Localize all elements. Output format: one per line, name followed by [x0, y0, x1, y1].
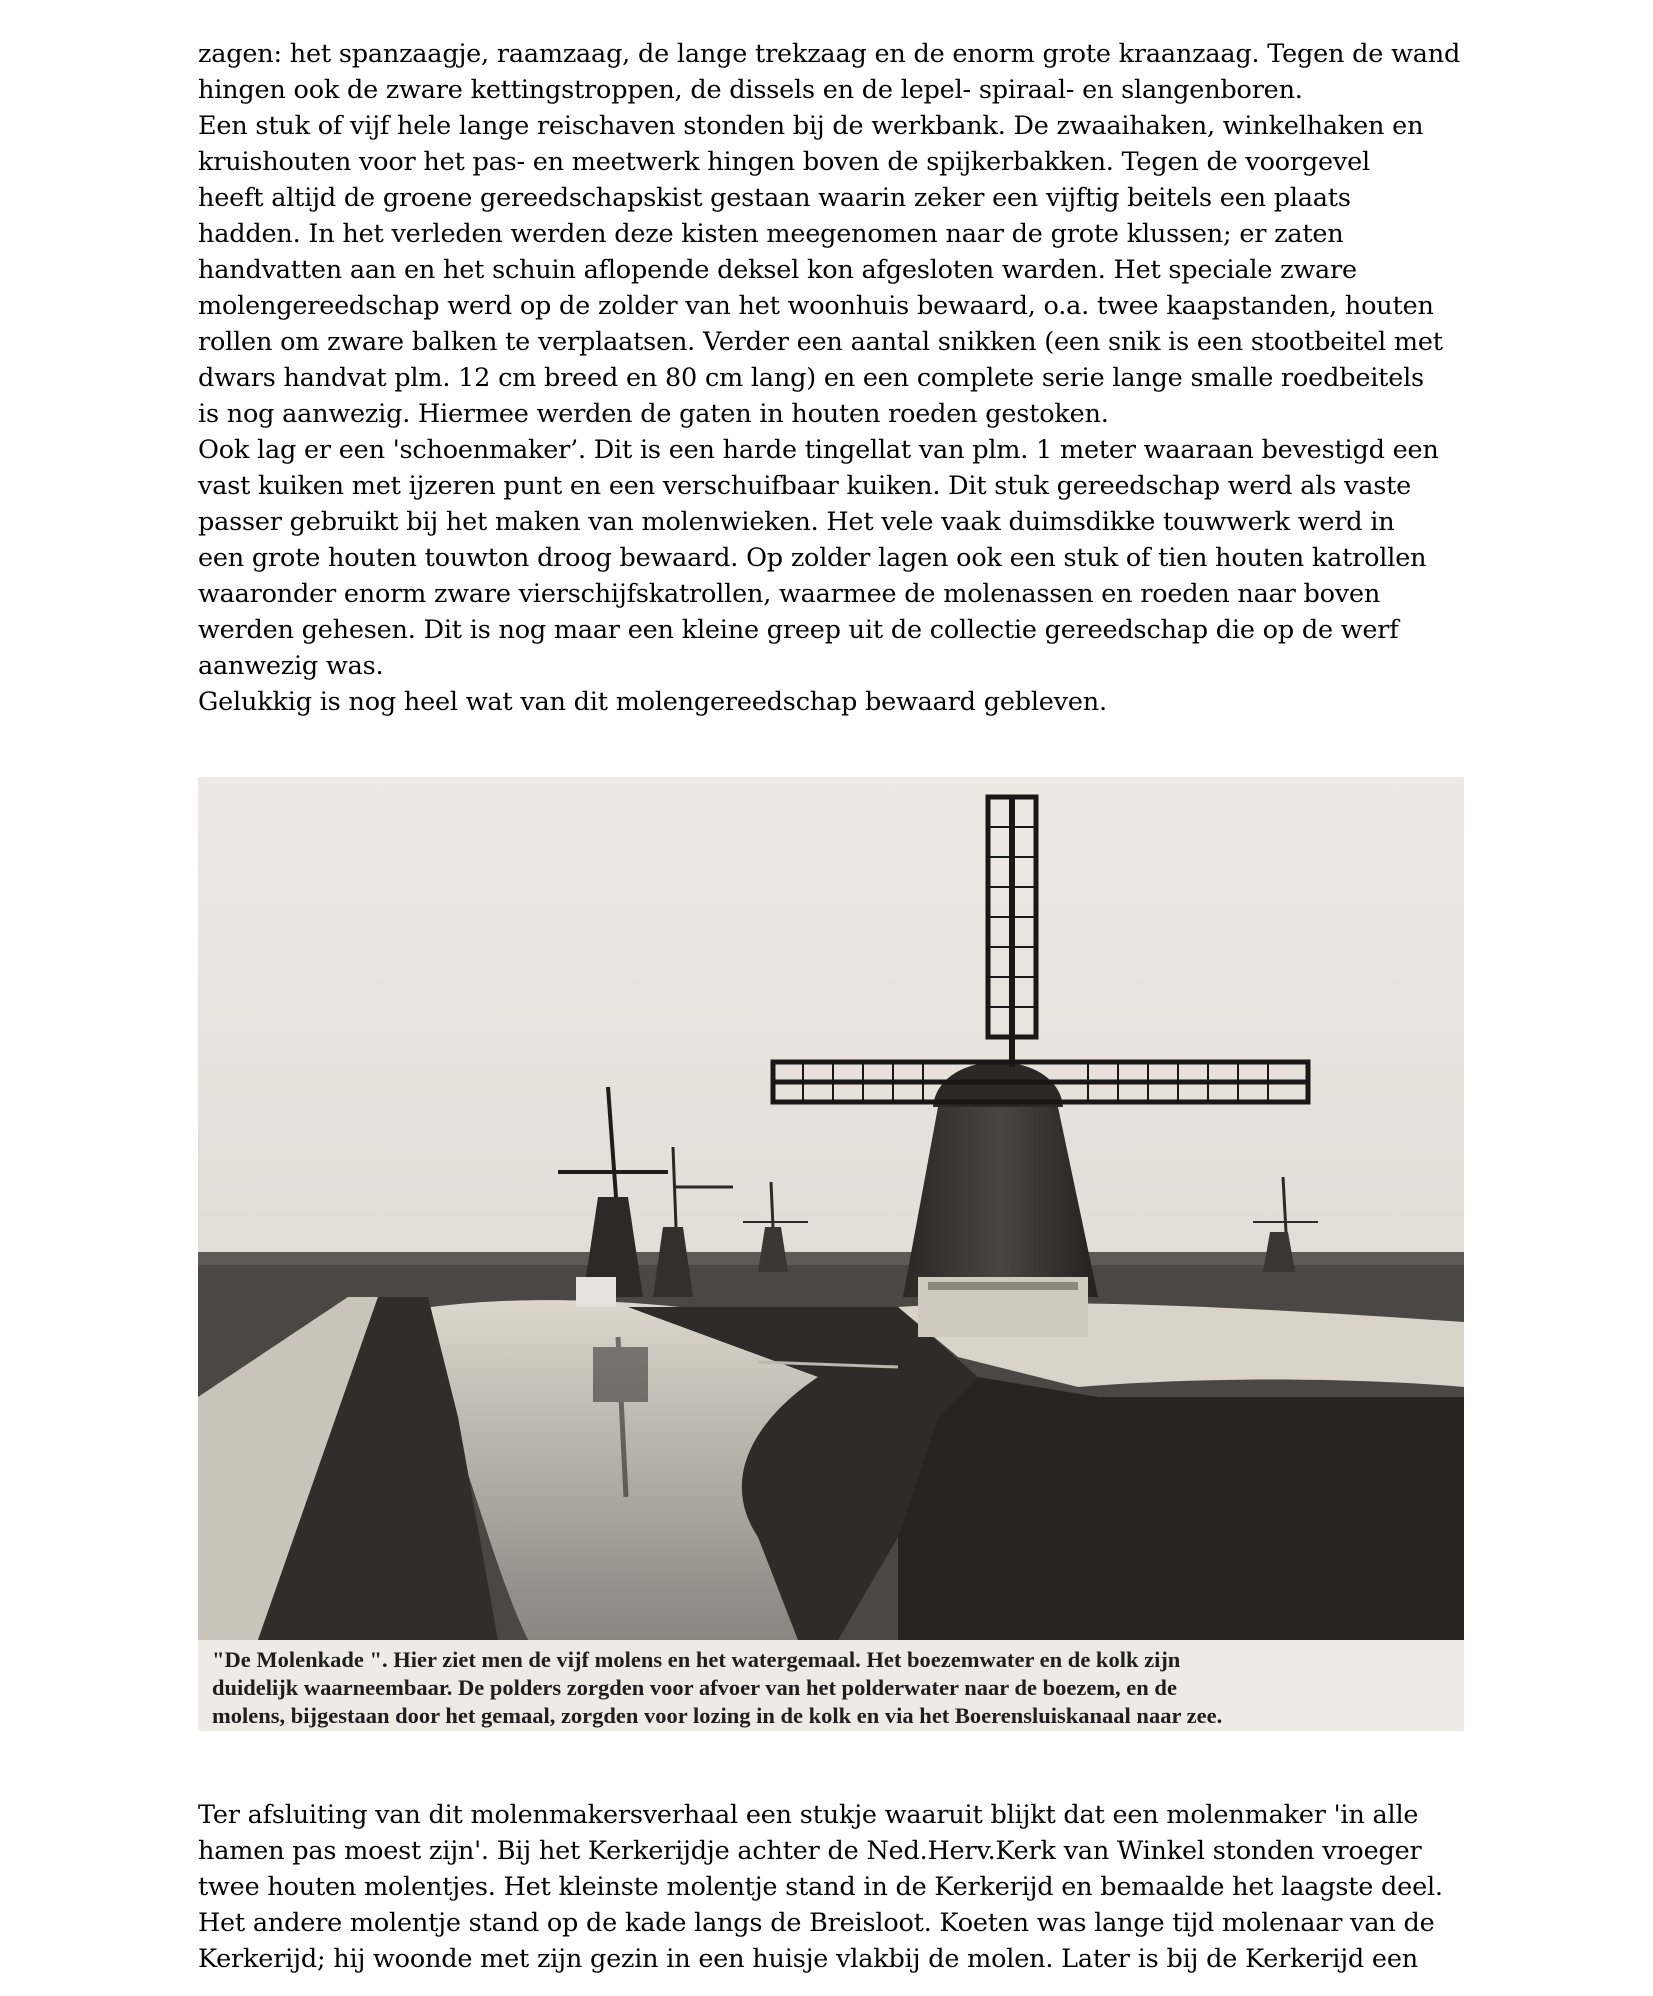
text-line: hamen pas moest zijn'. Bij het Kerkerijdje achter de Ned.Herv.Kerk van Winkel stonden vroeger	[198, 1836, 1422, 1866]
foreground-grass	[898, 1377, 1464, 1640]
body-text-bottom	[198, 1797, 1498, 1977]
text-line: handvatten aan en het schuin aflopende deksel kon afgesloten warden. Het speciale zware	[198, 255, 1357, 285]
text-line: aanwezig was.	[198, 651, 384, 681]
caption-line: "De Molenkade ". Hier ziet men de vijf molens en het watergemaal. Het boezemwater en de kolk zijn	[212, 1647, 1181, 1672]
text-line: dwars handvat plm. 12 cm breed en 80 cm lang) en een complete serie lange smalle roedbeitels	[198, 363, 1424, 393]
text-line: Kerkerijd; hij woonde met zijn gezin in een huisje vlakbij de molen. Later is bij de Kerkerijd een	[198, 1944, 1418, 1974]
text-line: Gelukkig is nog heel wat van dit molengereedschap bewaard gebleven.	[198, 687, 1107, 717]
text-line: twee houten molentjes. Het kleinste molentje stand in de Kerkerijd en bemaalde het laagste deel.	[198, 1872, 1443, 1902]
text-line: Een stuk of vijf hele lange reischaven stonden bij de werkbank. De zwaaihaken, winkelhaken en	[198, 111, 1424, 141]
text-line: vast kuiken met ijzeren punt en een verschuifbaar kuiken. Dit stuk gereedschap werd als vaste	[198, 471, 1412, 501]
windmill-photo	[198, 777, 1464, 1640]
windmill-photo-figure	[198, 777, 1464, 1731]
sky	[198, 777, 1464, 1277]
caption-line: molens, bijgestaan door het gemaal, zorgden voor lozing in de kolk en via het Boerensluiskanaal naar zee.	[212, 1703, 1223, 1728]
caption-line: duidelijk waarneembaar. De polders zorgden voor afvoer van het polderwater naar de boezem, en de	[212, 1675, 1177, 1700]
text-line: is nog aanwezig. Hiermee werden de gaten in houten roeden gestoken.	[198, 399, 1109, 429]
body-text-top	[198, 36, 1498, 720]
text-line: een grote houten touwton droog bewaard. Op zolder lagen ook een stuk of tien houten katrollen	[198, 543, 1427, 573]
text-line: Het andere molentje stand op de kade langs de Breisloot. Koeten was lange tijd molenaar van de	[198, 1908, 1435, 1938]
text-line: Ter afsluiting van dit molenmakersverhaal een stukje waaruit blijkt dat een molenmaker 'in alle	[198, 1800, 1419, 1830]
text-line: passer gebruikt bij het maken van molenwieken. Het vele vaak duimsdikke touwwerk werd in	[198, 507, 1395, 537]
text-line: zagen: het spanzaagje, raamzaag, de lange trekzaag en de enorm grote kraanzaag. Tegen de wand	[198, 39, 1461, 69]
text-line: kruishouten voor het pas- en meetwerk hingen boven de spijkerbakken. Tegen de voorgevel	[198, 147, 1370, 177]
text-line: hingen ook de zware kettingstroppen, de dissels en de lepel- spiraal- en slangenboren.	[198, 75, 1303, 105]
text-line: molengereedschap werd op de zolder van het woonhuis bewaard, o.a. twee kaapstanden, houten	[198, 291, 1434, 321]
text-line: waaronder enorm zware vierschijfskatrollen, waarmee de molenassen en roeden naar boven	[198, 579, 1381, 609]
text-line: Ook lag er een 'schoenmaker’. Dit is een harde tingellat van plm. 1 meter waaraan bevestigd een	[198, 435, 1439, 465]
photo-caption	[198, 1640, 1464, 1731]
text-line: rollen om zware balken te verplaatsen. Verder een aantal snikken (een snik is een stootbeitel met	[198, 327, 1443, 357]
text-line: werden gehesen. Dit is nog maar een kleine greep uit de collectie gereedschap die op de werf	[198, 615, 1399, 645]
text-line: heeft altijd de groene gereedschapskist gestaan waarin zeker een vijftig beitels een plaats	[198, 183, 1351, 213]
text-line: hadden. In het verleden werden deze kisten meegenomen naar de grote klussen; er zaten	[198, 219, 1344, 249]
